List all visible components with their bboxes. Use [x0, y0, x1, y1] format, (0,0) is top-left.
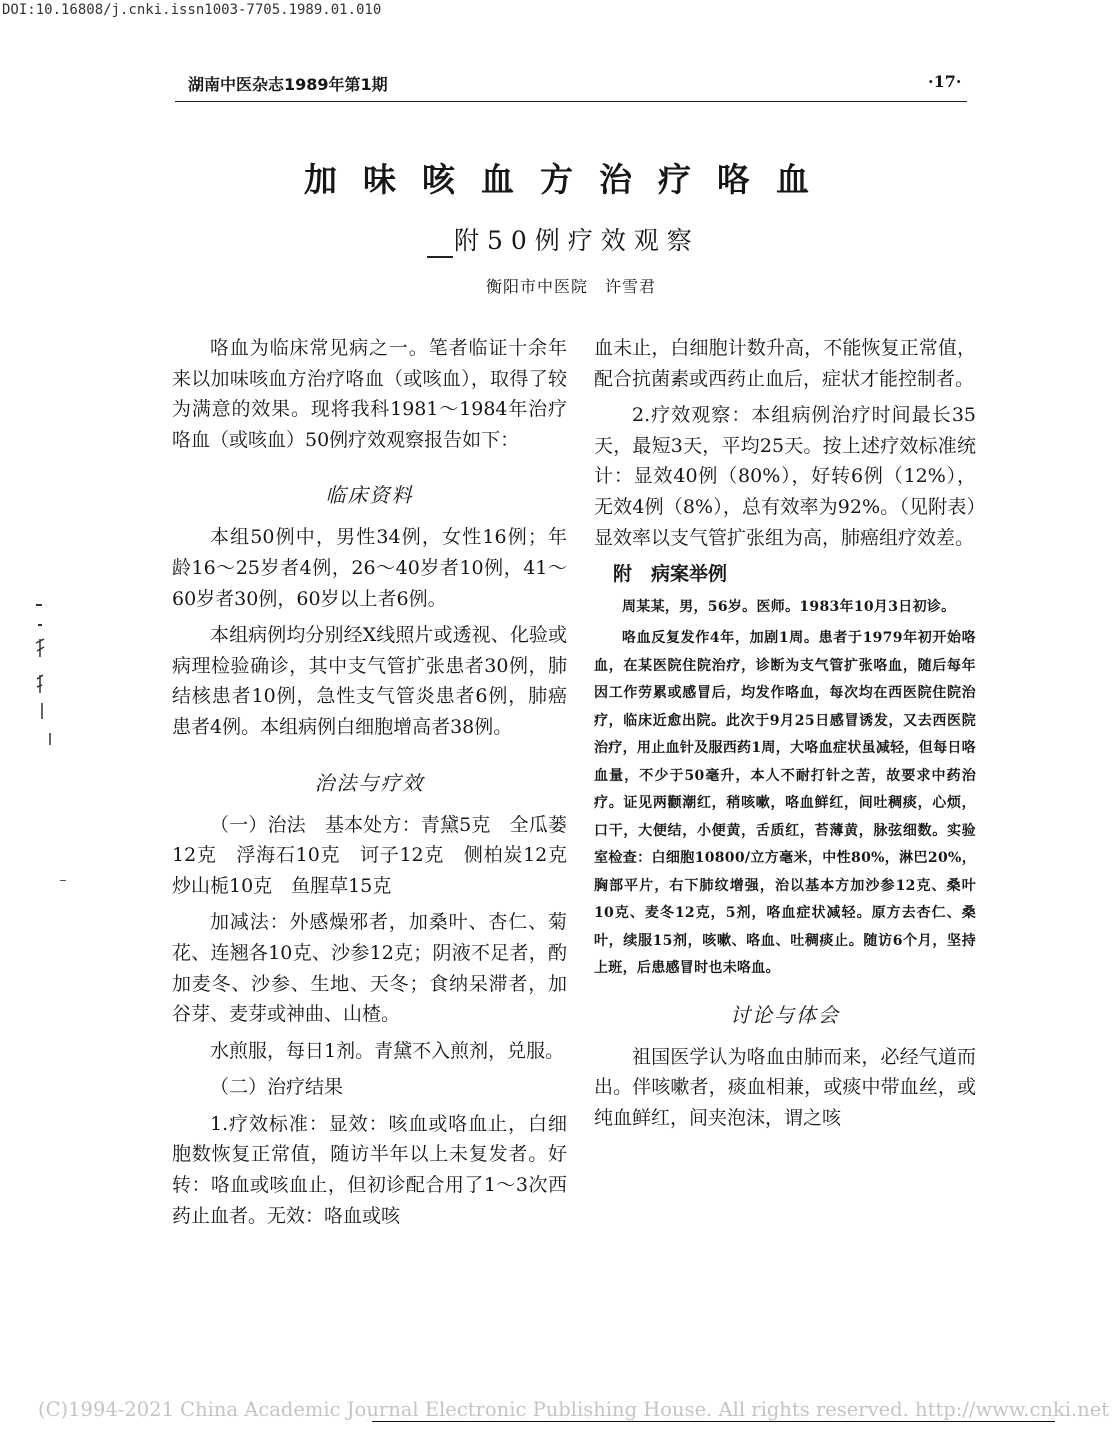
- header-rule: [175, 101, 967, 102]
- discussion-paragraph-1: 祖国医学认为咯血由肺而来，必经气道而出。伴咳嗽者，痰血相兼，或痰中带血丝，或纯血鲜红，间夹泡沫，谓之咳: [594, 1045, 976, 1129]
- method-paragraph-3: 水煎服，每日1剂。青黛不入煎剂，兑服。: [210, 1039, 565, 1062]
- case-description: 咯血反复发作4年，加剧1周。患者于1979年初开始咯血，在某医院住院治疗，诊断为支气管扩张咯血，随后每年因工作劳累或感冒后，均发作咯血，每次均在西医院住院治疗，临床近愈出院。此次于9月25日感冒诱发，又去西医院治疗，用止血针及服西药1周，大咯血症状虽减轻，但每日咯血量，不少于50毫升，本人不耐打针之苦，故要求中药治疗。证见两颧潮红，稍咳嗽，咯血鲜红，间吐稠痰，心烦，口干，大便结，小便黄，舌质红，苔薄黄，脉弦细数。实验室检查：白细胞10800/立方毫米，中性80%，淋巴20%，胸部平片，右下肺纹增强，治以基本方加沙参12克、桑叶10克、麦冬12克，5剂，咯血症状减轻。原方去杏仁、桑叶，续服15剂，咳嗽、咯血、吐稠痰止。随访6个月，坚持上班，后患感冒时也未咯血。: [594, 630, 976, 977]
- article-title: 加味咳血方治疗咯血: [304, 160, 835, 199]
- clinical-data-paragraph-1: 本组50例中，男性34例，女性16例；年龄16～25岁者4例，26～40岁者10例，41～60岁者30例，60岁以上者6例。: [172, 526, 567, 610]
- subtitle-dash: [427, 256, 453, 258]
- binding-margin-marks: [28, 595, 58, 745]
- section-heading-treatment: 治法与疗效: [314, 770, 425, 795]
- left-column: [172, 333, 587, 1231]
- section-heading-discussion: 讨论与体会: [730, 1002, 840, 1027]
- intro-paragraph: 咯血为临床常见病之一。笔者临证十余年来以加味咳血方治疗咯血（或咳血），取得了较为满意的效果。现将我科1981～1984年治疗咯血（或咳血）50例疗效观察报告如下：: [172, 337, 567, 451]
- author-line: 衡阳市中医院 许雪君: [486, 277, 657, 296]
- copyright-footer: (C)1994-2021 China Academic Journal Electronic Publishing House. All rights reserved. http://www.cnki.net: [38, 1398, 1110, 1421]
- footer-rule: [372, 1421, 1055, 1422]
- results-heading: （二）治疗结果: [210, 1076, 344, 1099]
- method-paragraph-1: （一）治法 基本处方：青黛5克 全瓜蒌12克 浮海石10克 诃子12克 侧柏炭12克 炒山栀10克 鱼腥草15克: [172, 813, 587, 897]
- case-example-heading: 附 病案举例: [613, 563, 728, 586]
- doi-line: DOI:10.16808/j.cnki.issn1003-7705.1989.01.010: [2, 2, 382, 18]
- case-patient-info: 周某某，男，56岁。医师。1983年10月3日初诊。: [622, 598, 956, 615]
- margin-tick: [60, 880, 66, 881]
- clinical-data-paragraph-2: 本组病例均分别经X线照片或透视、化验或病理检验确诊，其中支气管扩张患者30例，肺结核患者10例，急性支气管炎患者6例，肺癌患者4例。本组病例白细胞增高者38例。: [172, 624, 567, 738]
- page-number: ·17·: [928, 72, 962, 91]
- continued-paragraph: 血未止，白细胞计数升高，不能恢复正常值，配合抗菌素或西药止血后，症状才能控制者。: [594, 337, 976, 390]
- method-paragraph-2: 加减法：外感燥邪者，加桑叶、杏仁、菊花、连翘各10克、沙参12克；阴液不足者，酌加麦冬、沙参、生地、天冬；食纳呆滞者，加谷芽、麦芽或神曲、山楂。: [172, 911, 567, 1026]
- results-paragraph-2: 2.疗效观察：本组病例治疗时间最长35天，最短3天，平均25天。按上述疗效标准统计：显效40例（80%），好转6例（12%），无效4例（8%），总有效率为92%。（见附表）显效率以支气管扩张组为高，肺癌组疗效差。: [594, 404, 976, 549]
- journal-header: 湖南中医杂志1989年第1期: [188, 75, 388, 94]
- article-subtitle: 附50例疗效观察: [454, 226, 700, 255]
- results-paragraph-1: 1.疗效标准：显效：咳血或咯血止，白细胞数恢复正常值，随访半年以上未复发者。好转：咯血或咳血止，但初诊配合用了1～3次西药止血者。无效：咯血或咳: [172, 1112, 567, 1227]
- section-heading-clinical-data: 临床资料: [325, 483, 414, 508]
- right-column: [594, 333, 976, 1134]
